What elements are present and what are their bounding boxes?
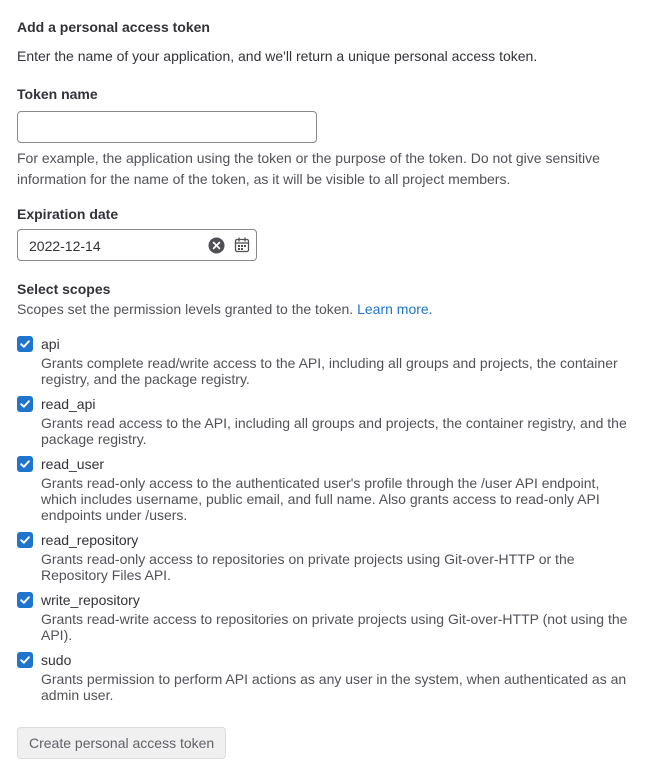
scope-description-write-repository: Grants read-write access to repositories on private projects using Git-over-HTTP (not using the API). — [41, 611, 628, 643]
scope-description-read-user: Grants read-only access to the authenticated user's profile through the /user API endpoint, which includes username, public email, and full name. Also grants access to read-only API endpoints under /users. — [41, 475, 600, 523]
token-name-help: For example, the application using the token or the purpose of the token. Do not give sensitive information for the name of the token, as it will be visible to all project members. — [17, 150, 600, 187]
scope-checkbox-sudo[interactable] — [17, 652, 33, 668]
scope-description-read-api: Grants read access to the API, including all groups and projects, the container registry, and the package registry. — [41, 415, 627, 447]
check-icon — [19, 398, 31, 410]
scope-checkbox-read-api[interactable] — [17, 396, 33, 412]
select-scopes-label: Select scopes — [17, 281, 111, 297]
token-name-input[interactable] — [17, 111, 317, 143]
expiration-date-label: Expiration date — [17, 206, 119, 222]
scope-checkbox-read-repository[interactable] — [17, 532, 33, 548]
token-name-label: Token name — [17, 86, 98, 102]
scopes-description — [17, 299, 433, 319]
expiration-date-input[interactable] — [17, 229, 257, 261]
clear-icon[interactable] — [208, 237, 225, 254]
scope-description-sudo: Grants permission to perform API actions as any user in the system, when authenticated as an admin user. — [41, 671, 627, 703]
check-icon — [19, 654, 31, 666]
scope-name-write-repository[interactable]: write_repository — [41, 592, 140, 608]
scope-name-read-api[interactable]: read_api — [41, 396, 96, 412]
check-icon — [19, 534, 31, 546]
check-icon — [19, 338, 31, 350]
scopes-description-text: Scopes set the permission levels granted to the token. — [17, 301, 354, 317]
create-token-button[interactable]: Create personal access token — [17, 727, 226, 759]
form-title: Add a personal access token — [17, 19, 210, 35]
scope-name-read-user[interactable]: read_user — [41, 456, 105, 472]
check-icon — [19, 458, 31, 470]
scope-name-api[interactable]: api — [41, 336, 60, 352]
learn-more-link[interactable]: Learn more. — [357, 301, 433, 317]
scope-description-api: Grants complete read/write access to the API, including all groups and projects, the container registry, and the package registry. — [41, 355, 618, 387]
scope-description-read-repository: Grants read-only access to repositories on private projects using Git-over-HTTP or the Repository Files API. — [41, 551, 575, 583]
scope-checkbox-api[interactable] — [17, 336, 33, 352]
expiration-date-value[interactable]: 2022-12-14 — [29, 238, 101, 254]
scope-name-sudo[interactable]: sudo — [41, 652, 72, 668]
calendar-icon[interactable] — [234, 237, 250, 253]
scope-name-read-repository[interactable]: read_repository — [41, 532, 139, 548]
scope-checkbox-read-user[interactable] — [17, 456, 33, 472]
check-icon — [19, 594, 31, 606]
form-intro: Enter the name of your application, and we'll return a unique personal access token. — [17, 48, 538, 64]
scope-checkbox-write-repository[interactable] — [17, 592, 33, 608]
